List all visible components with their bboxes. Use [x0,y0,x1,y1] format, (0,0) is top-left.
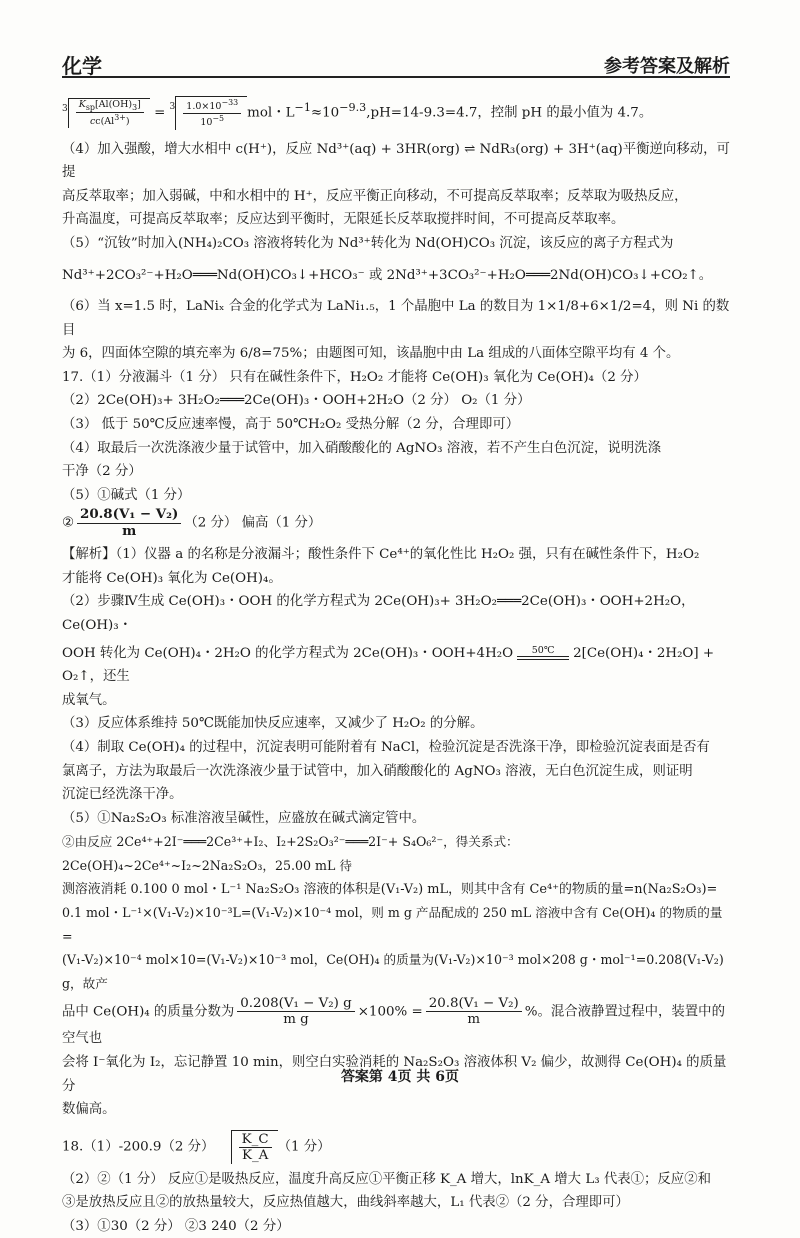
q17-formula-line: ② $\frac{\text{20.8(V₁ − V₂)}}{m}$ （2 分） 偏高（1 分） [62,506,322,539]
section-label: 参考答案及解析 [604,56,730,77]
part5-line1: （5）“沉钕”时加入(NH₄)₂CO₃ 溶液将转化为 Nd³⁺转化为 Nd(OH)CO₃ 沉淀，该反应的离子方程式为 [62,235,674,251]
q17-line4: （4）取最后一次洗涤液少量于试管中，加入硝酸酸化的 AgNO₃ 溶液，若不产生白色沉淀，说明洗涤 [62,440,661,456]
cube-root-1: $^3$ $\frac{K_{sp}[Al(OH)_3]}{cc(Al^{3+})}$ [62,98,150,128]
mass-fraction-line: 品中 Ce(OH)₄ 的质量分数为 $\frac{\text{0.208(V₁ − V₂) g}}{\text{m g}}$ ×100% = $\frac{\text{20.8(V₁ − V₂)}}{m}$ %。混合液静置过程中，装置中的空气也 [62,995,725,1047]
q17-line1: 17.（1）分液漏斗（1 分） 只有在碱性条件下，H₂O₂ 才能将 Ce(OH)₃ 氧化为 Ce(OH)₄（2 分） [62,369,647,385]
q18-line4: （3）①30（2 分） ②3 240（2 分） [62,1218,290,1234]
part6-line1: （6）当 x=1.5 时，LaNiₓ 合金的化学式为 LaNi₁.₅，1 个晶胞中 La 的数目为 1×1/8+6×1/2=4，则 Ni 的数目 [62,299,730,338]
part5-equation: Nd³⁺+2CO₃²⁻+H₂O═══Nd(OH)CO₃↓+HCO₃⁻ 或 2Nd³⁺+3CO₃²⁻+H₂O═══2Nd(OH)CO₃↓+CO₂↑。 [62,267,713,283]
analysis2-line7: 测溶液消耗 0.100 0 mol・L⁻¹ Na₂S₂O₃ 溶液的体积是(V₁-V₂) mL，则其中含有 Ce⁴⁺的物质的量=n(Na₂S₂O₃)= [62,881,718,897]
sqrt-kc-ka: $\frac{K\_C}{K\_A}$ [231,1130,278,1164]
q18-line3: ③是放热反应且②的放热量较大，反应热值越大，曲线斜率越大，L₁ 代表②（2 分，合理即可） [62,1195,629,1211]
mass-fraction-formula: $\frac{\text{20.8(V₁ − V₂)}}{m}$ [77,507,181,539]
ph-calc-line: $^3$ $\frac{K_{sp}[Al(OH)_3]}{cc(Al^{3+})}$ = $^3$ $\frac{1.0\times 10^{-33}}{10^{-5}}$ mol・$L^{-1}\approx 10^{-9.3},pH=14-9.3=4.7$，控制 pH 的最小值为 4.7。 [62,98,653,129]
q17-line2: （2）2Ce(OH)₃+ 3H₂O₂═══2Ce(OH)₃・OOH+2H₂O（2 分） O₂（1 分） [62,393,531,409]
q17-line6: （5）①碱式（1 分） [62,487,191,503]
part4-line2: 高反萃取率；加入弱碱，中和水相中的 H⁺，反应平衡正向移动，不可提高反萃取率；反萃取为吸热反应， [62,188,688,204]
analysis-line4: 成氧气。 [62,692,116,708]
part4-line1: （4）加入强酸，增大水相中 c(H⁺)，反应 Nd³⁺(aq) + 3HR(org) ⇌ NdR₃(org) + 3H⁺(aq)平衡逆向移动，可提 [62,141,730,181]
analysis2-line8: 0.1 mol・L⁻¹×(V₁-V₂)×10⁻³L=(V₁-V₂)×10⁻⁴ mol，则 m g 产品配成的 250 mL 溶液中含有 Ce(OH)₄ 的物质的量= [62,905,723,944]
q17-line5: 干净（2 分） [62,464,142,480]
analysis-line1: 【解析】（1）仪器 a 的名称是分液漏斗；酸性条件下 Ce⁴⁺的氧化性比 H₂O₂ 强，只有在碱性条件下，H₂O₂ [62,547,700,563]
analysis2-line3: 氯离子，方法为取最后一次洗涤液少量于试管中，加入硝酸酸化的 AgNO₃ 溶液，无白色沉淀生成，则证明 [62,763,693,779]
analysis-line3: （2）步骤Ⅳ生成 Ce(OH)₃・OOH 的化学方程式为 2Ce(OH)₃+ 3H₂O₂═══2Ce(OH)₃・OOH+2H₂O，Ce(OH)₃・ [62,594,695,634]
analysis2-line6: ②由反应 2Ce⁴⁺+2I⁻═══2Ce³⁺+I₂、I₂+2S₂O₃²⁻═══2I⁻+ S₄O₆²⁻，得关系式：2Ce(OH)₄~2Ce⁴⁺~I₂~2Na₂S₂O₃，25.00 mL 待 [62,834,519,873]
analysis2-line4: 沉淀已经洗涤干净。 [62,787,183,803]
q17-line3: （3） 低于 50℃反应速率慢，高于 50℃H₂O₂ 受热分解（2 分，合理即可） [62,417,520,433]
analysis2-line9: (V₁-V₂)×10⁻⁴ mol×10=(V₁-V₂)×10⁻³ mol，Ce(OH)₄ 的质量为(V₁-V₂)×10⁻³ mol×208 g・mol⁻¹=0.208(V₁-V₂) g，故产 [62,952,724,991]
analysis3-line1: 会将 I⁻氧化为 I₂，忘记静置 10 min，则空白实验消耗的 Na₂S₂O₃ 溶液体积 V₂ 偏少，故测得 Ce(OH)₄ 的质量分 [62,1054,727,1094]
analysis2-line2: （4）制取 Ce(OH)₄ 的过程中，沉淀表明可能附着有 NaCl，检验沉淀是否洗涤干净，即检验沉淀表面是否有 [62,740,710,756]
analysis3-line2: 数偏高。 [62,1102,116,1118]
fraction-2: $\frac{\text{20.8(V₁ − V₂)}}{m}$ [426,996,522,1028]
fraction-1: $\frac{\text{0.208(V₁ − V₂) g}}{\text{m g}}$ [237,996,354,1028]
analysis-equation-line: OOH 转化为 Ce(OH)₄・2H₂O 的化学方程式为 2Ce(OH)₃・OOH+4H₂O 50℃ 2[Ce(OH)₄・2H₂O] + O₂↑，还生 [62,645,715,685]
value-fraction: $\frac{1.0\times 10^{-33}}{10^{-5}}$ [183,98,241,129]
page-footer: 答案第 4页 共 6页 [340,1069,460,1085]
q18-line2: （2）②（1 分） 反应①是吸热反应，温度升高反应①平衡正移 K_A 增大，lnK_A 增大 L₃ 代表①；反应②和 [62,1171,711,1187]
analysis2-line5: （5）①Na₂S₂O₃ 标准溶液呈碱性，应盛放在碱式滴定管中。 [62,810,426,826]
analysis-line2: 才能将 Ce(OH)₃ 氧化为 Ce(OH)₄。 [62,570,282,586]
reaction-condition: 50℃ [517,646,569,660]
ksp-fraction: $\frac{K_{sp}[Al(OH)_3]}{cc(Al^{3+})}$ [76,100,144,128]
page-header [62,40,730,78]
analysis2-line1: （3）反应体系维持 50℃既能加快反应速率，又减少了 H₂O₂ 的分解。 [62,716,484,732]
part4-line3: 升高温度，可提高反萃取率；反应达到平衡时，无限延长反萃取搅拌时间，不可提高反萃取率。 [62,212,625,228]
cube-root-2: $^3$ $\frac{1.0\times 10^{-33}}{10^{-5}}$ [170,96,248,129]
subject-label: 化学 [62,54,102,78]
part6-line2: 为 6，四面体空隙的填充率为 6/8=75%；由题图可知，该晶胞中由 La 组成的八面体空隙平均有 4 个。 [62,346,680,362]
q18-line1: 18.（1）-200.9（2 分） $\frac{K\_C}{K\_A}$ （1 分） [62,1131,331,1164]
